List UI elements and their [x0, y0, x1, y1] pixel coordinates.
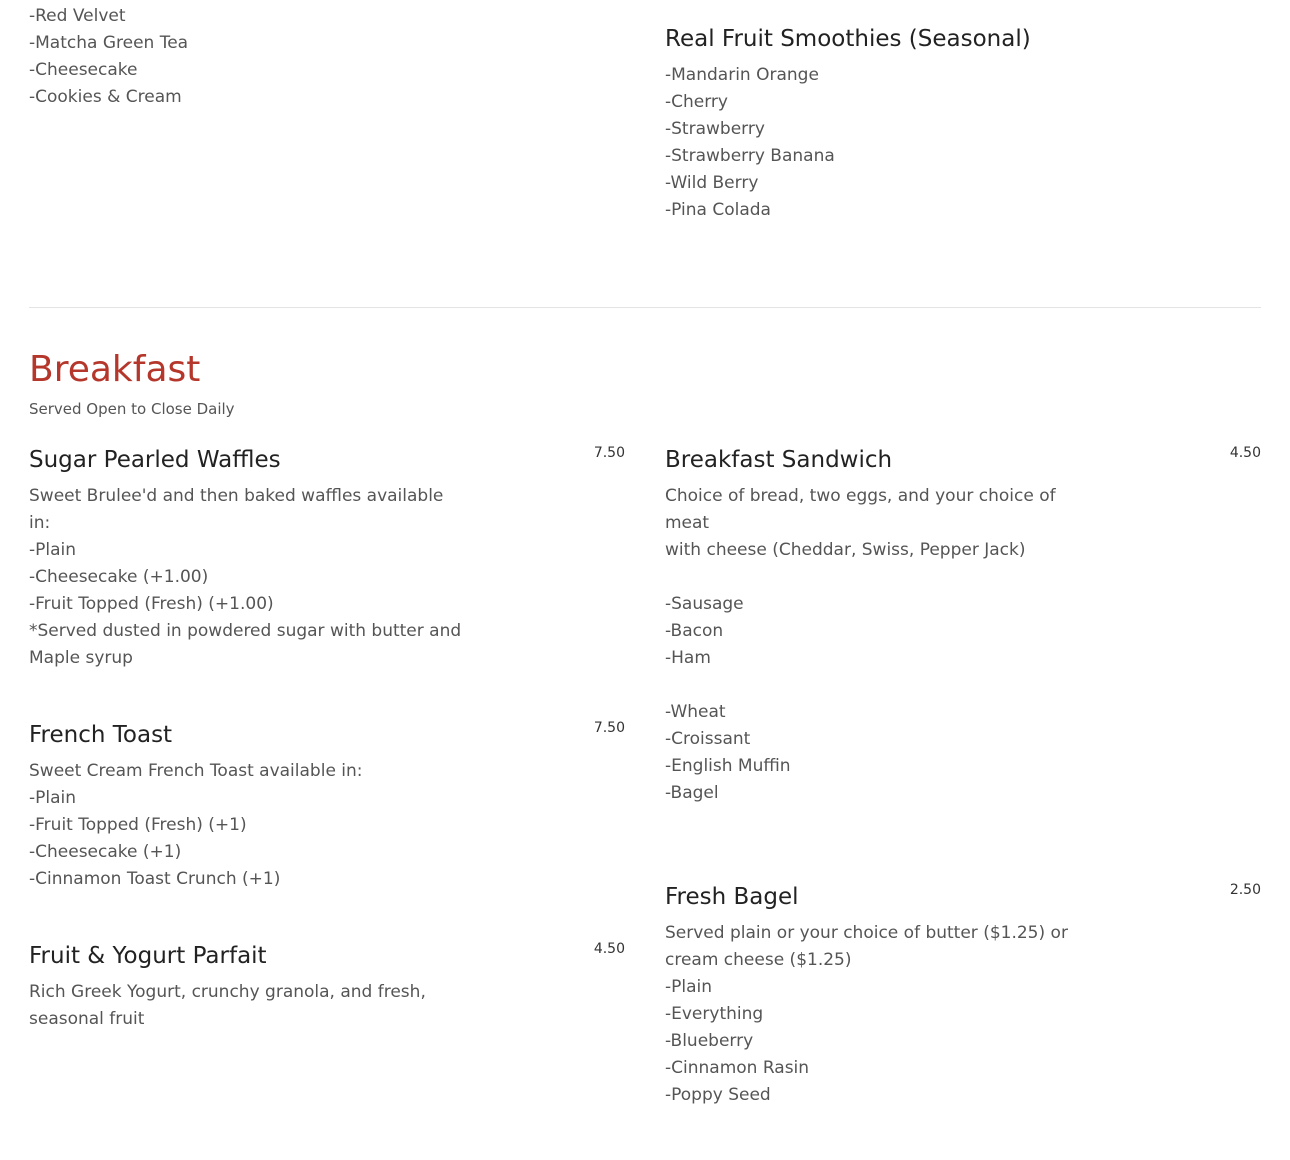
meat-option: -Sausage [665, 594, 744, 614]
description-line: -Cinnamon Toast Crunch (+1) [29, 869, 281, 889]
description-line: -Fruit Topped (Fresh) (+1.00) [29, 594, 274, 614]
smoothies-list [665, 62, 835, 224]
spacer [665, 672, 1105, 699]
section-title-breakfast: Breakfast [29, 349, 201, 390]
description-line: Choice of bread, two eggs, and your choice of meat [665, 486, 1056, 533]
list-item: -Pina Colada [665, 200, 771, 220]
menu-item-title-parfait: Fruit & Yogurt Parfait [29, 943, 267, 969]
menu-item-desc-waffles [29, 483, 469, 672]
list-item: -Strawberry Banana [665, 146, 835, 166]
menu-item-desc-sandwich [665, 483, 1105, 807]
spacer [665, 564, 1105, 591]
description-line: -Everything [665, 1004, 764, 1024]
description-line: *Served dusted in powdered sugar with butter and [29, 621, 462, 641]
bread-option: -Wheat [665, 702, 726, 722]
bread-option: -English Muffin [665, 756, 791, 776]
list-item: -Red Velvet [29, 6, 126, 26]
description-line: -Plain [665, 977, 713, 997]
list-item: -Wild Berry [665, 173, 759, 193]
menu-item-desc-bagel [665, 920, 1105, 1109]
description-line: -Plain [29, 540, 77, 560]
description-line: Maple syrup [29, 648, 133, 668]
description-line: seasonal fruit [29, 1009, 145, 1029]
menu-item-price-sandwich: 4.50 [1229, 445, 1261, 461]
list-item: -Cherry [665, 92, 728, 112]
meat-option: -Ham [665, 648, 711, 668]
description-line: Served plain or your choice of butter ($1.25) or [665, 923, 1068, 943]
description-line: Rich Greek Yogurt, crunchy granola, and fresh, [29, 982, 426, 1002]
menu-item-title-waffles: Sugar Pearled Waffles [29, 447, 281, 473]
description-line: cream cheese ($1.25) [665, 950, 852, 970]
menu-item-title-sandwich: Breakfast Sandwich [665, 447, 893, 473]
list-item: -Cookies & Cream [29, 87, 182, 107]
section-subtitle: Served Open to Close Daily [29, 400, 235, 418]
description-line: -Plain [29, 788, 77, 808]
meat-option: -Bacon [665, 621, 724, 641]
menu-item-price-french-toast: 7.50 [593, 720, 625, 736]
description-line: -Cheesecake (+1) [29, 842, 182, 862]
menu-item-title-french-toast: French Toast [29, 722, 173, 748]
menu-item-desc-french-toast [29, 758, 469, 893]
section-divider [29, 307, 1261, 308]
description-line: Sweet Brulee'd and then baked waffles available in: [29, 486, 444, 533]
list-item: -Cheesecake [29, 60, 138, 80]
description-line: -Blueberry [665, 1031, 754, 1051]
flavor-list [29, 3, 188, 111]
smoothies-title: Real Fruit Smoothies (Seasonal) [665, 26, 1031, 52]
menu-item-title-bagel: Fresh Bagel [665, 884, 799, 910]
description-line: Sweet Cream French Toast available in: [29, 761, 363, 781]
description-line: -Fruit Topped (Fresh) (+1) [29, 815, 247, 835]
bread-option: -Croissant [665, 729, 751, 749]
menu-item-price-waffles: 7.50 [593, 445, 625, 461]
description-line: -Cheesecake (+1.00) [29, 567, 209, 587]
description-line: with cheese (Cheddar, Swiss, Pepper Jack) [665, 540, 1026, 560]
bread-option: -Bagel [665, 783, 719, 803]
list-item: -Strawberry [665, 119, 765, 139]
menu-item-price-parfait: 4.50 [593, 941, 625, 957]
description-line: -Poppy Seed [665, 1085, 771, 1105]
menu-item-price-bagel: 2.50 [1229, 882, 1261, 898]
list-item: -Mandarin Orange [665, 65, 819, 85]
description-line: -Cinnamon Rasin [665, 1058, 810, 1078]
list-item: -Matcha Green Tea [29, 33, 189, 53]
menu-item-desc-parfait [29, 979, 469, 1033]
